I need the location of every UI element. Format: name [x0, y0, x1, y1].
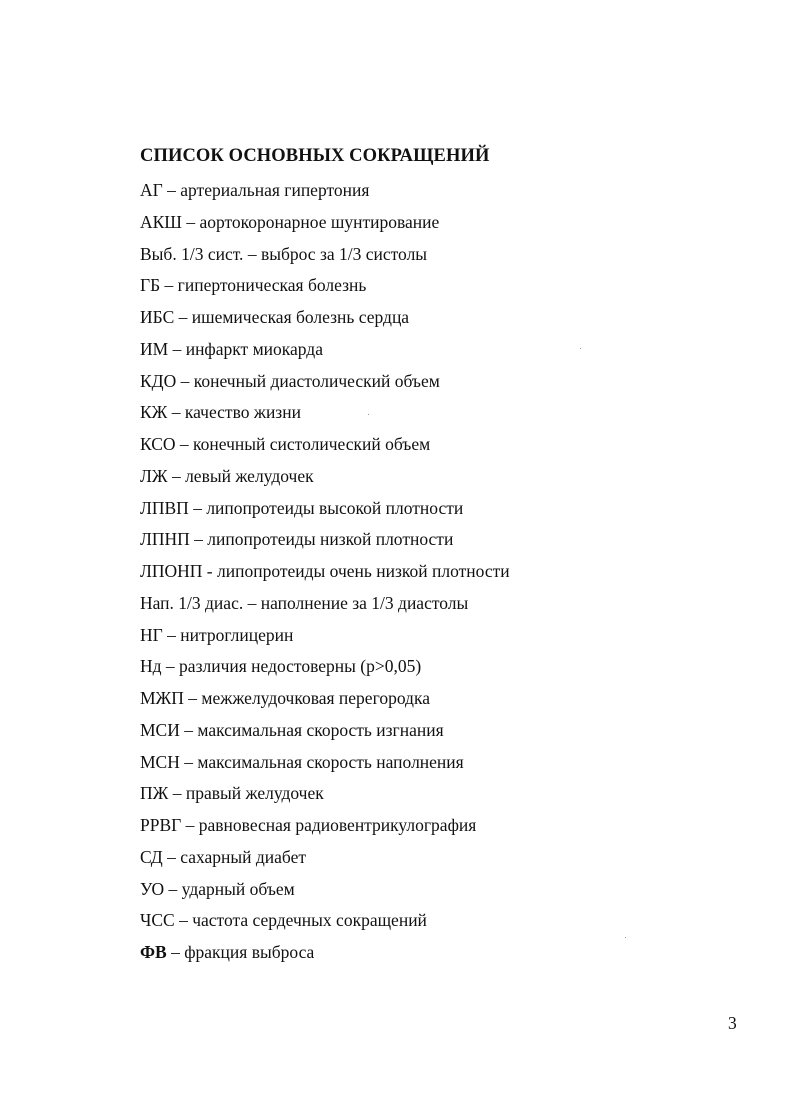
- dash-separator: –: [162, 180, 181, 200]
- abbreviation-term: ЛЖ: [140, 465, 168, 486]
- abbreviation-definition: липопротеиды высокой плотности: [206, 497, 464, 518]
- dash-separator: –: [167, 402, 185, 423]
- abbreviation-term: МЖП: [140, 688, 184, 708]
- abbreviation-definition: нитроглицерин: [180, 624, 294, 645]
- list-item: [140, 591, 510, 623]
- abbreviation-term: УО: [140, 878, 165, 899]
- abbreviation-definition: выброс за 1/3 систолы: [260, 243, 428, 264]
- list-item: [140, 781, 510, 813]
- list-item: [140, 210, 510, 242]
- abbreviation-term: АГ: [140, 180, 163, 200]
- list-item: [140, 432, 510, 464]
- abbreviation-definition: конечный систолический объем: [193, 434, 431, 454]
- abbreviation-definition: артериальная гипертония: [180, 180, 370, 200]
- abbreviation-term: КСО: [140, 434, 176, 454]
- list-item: [140, 559, 510, 591]
- dash-separator: –: [181, 211, 200, 232]
- abbreviation-definition: правый желудочек: [185, 783, 324, 804]
- dash-separator: –: [164, 878, 182, 899]
- dash-separator: –: [161, 656, 180, 677]
- dash-separator: –: [168, 783, 186, 804]
- abbreviation-definition: ударный объем: [181, 878, 295, 899]
- list-item: [140, 337, 510, 369]
- abbreviation-definition: наполнение за 1/3 диастолы: [260, 592, 469, 613]
- dash-separator: –: [174, 307, 192, 327]
- dash-separator: –: [174, 910, 193, 931]
- list-item: [140, 464, 510, 496]
- abbreviation-term: ЛПОНП: [140, 561, 203, 581]
- abbreviation-term: Выб. 1/3 сист.: [140, 243, 244, 264]
- list-item: [140, 369, 510, 401]
- scan-speck: [625, 937, 626, 938]
- abbreviation-definition: фракция выброса: [184, 942, 315, 962]
- dash-separator: –: [243, 592, 261, 613]
- dash-separator: –: [166, 942, 185, 962]
- abbreviation-term: РРВГ: [140, 815, 182, 835]
- list-item: [140, 686, 510, 718]
- abbreviation-term: КЖ: [140, 402, 168, 423]
- dash-separator: –: [162, 624, 181, 645]
- abbreviation-definition: сахарный диабет: [180, 846, 307, 867]
- list-item: [140, 305, 510, 337]
- dash-separator: –: [162, 846, 181, 867]
- scan-speck: [580, 348, 581, 349]
- dash-separator: –: [189, 529, 208, 550]
- list-item: [140, 654, 510, 686]
- abbreviation-term: Нап. 1/3 диас.: [140, 592, 244, 613]
- abbreviation-term: КДО: [140, 370, 177, 391]
- abbreviation-definition: липопротеиды низкой плотности: [207, 529, 454, 550]
- dash-separator: –: [243, 243, 261, 264]
- dash-separator: -: [202, 561, 217, 581]
- abbreviation-term: НГ: [140, 624, 163, 645]
- dash-separator: –: [176, 370, 194, 391]
- dash-separator: –: [181, 815, 199, 835]
- abbreviation-term: МСИ: [140, 719, 180, 740]
- list-item: [140, 273, 510, 305]
- list-item: [140, 623, 510, 655]
- abbreviation-definition: равновесная радиовентрикулография: [198, 815, 477, 835]
- list-item: [140, 400, 510, 432]
- abbreviation-term: ПЖ: [140, 783, 169, 804]
- list-item: [140, 940, 510, 972]
- list-item: [140, 845, 510, 877]
- abbreviation-definition: левый желудочек: [185, 465, 314, 486]
- list-item: [140, 877, 510, 909]
- dash-separator: –: [183, 688, 202, 708]
- scan-speck: [368, 414, 369, 415]
- list-item: [140, 178, 510, 210]
- dash-separator: –: [160, 275, 178, 296]
- abbreviation-definition: аортокоронарное шунтирование: [199, 211, 440, 232]
- abbreviation-term: СД: [140, 846, 163, 867]
- dash-separator: –: [188, 497, 207, 518]
- abbreviation-list: [140, 178, 510, 972]
- abbreviation-term: ИБС: [140, 307, 175, 327]
- dash-separator: –: [179, 751, 198, 772]
- abbreviation-term: ЛПВП: [140, 497, 189, 518]
- page-number: 3: [728, 1013, 737, 1033]
- abbreviation-term: МСН: [140, 751, 180, 772]
- list-item: [140, 242, 510, 274]
- dash-separator: –: [167, 465, 186, 486]
- list-item: [140, 718, 510, 750]
- list-item: [140, 813, 510, 845]
- dash-separator: –: [175, 434, 194, 454]
- abbreviation-definition: конечный диастолический объем: [193, 370, 440, 391]
- list-item: [140, 908, 510, 940]
- abbreviation-term: АКШ: [140, 211, 182, 232]
- abbreviation-term: ЧСС: [140, 910, 175, 931]
- abbreviation-definition: ишемическая болезнь сердца: [191, 307, 410, 327]
- abbreviation-term: ГБ: [140, 275, 161, 296]
- abbreviation-definition: межжелудочковая перегородка: [201, 688, 430, 708]
- abbreviation-definition: частота сердечных сокращений: [192, 910, 427, 931]
- abbreviation-term: Нд: [140, 656, 162, 677]
- list-item: [140, 527, 510, 559]
- abbreviation-definition: инфаркт миокарда: [185, 338, 323, 359]
- page-title: СПИСОК ОСНОВНЫХ СОКРАЩЕНИЙ: [140, 146, 490, 166]
- dash-separator: –: [168, 338, 186, 359]
- abbreviation-definition: различия недостоверны (р>0,05): [179, 656, 422, 677]
- abbreviation-definition: липопротеиды очень низкой плотности: [217, 561, 510, 581]
- abbreviation-definition: максимальная скорость изгнания: [197, 719, 444, 740]
- list-item: [140, 750, 510, 782]
- abbreviation-term: ЛПНП: [140, 529, 190, 550]
- abbreviation-definition: качество жизни: [184, 402, 301, 423]
- abbreviation-term: ИМ: [140, 338, 169, 359]
- abbreviation-definition: гипертоническая болезнь: [177, 275, 367, 296]
- dash-separator: –: [179, 719, 198, 740]
- list-item: [140, 496, 510, 528]
- abbreviation-definition: максимальная скорость наполнения: [197, 751, 464, 772]
- abbreviation-term: ФВ: [140, 942, 167, 962]
